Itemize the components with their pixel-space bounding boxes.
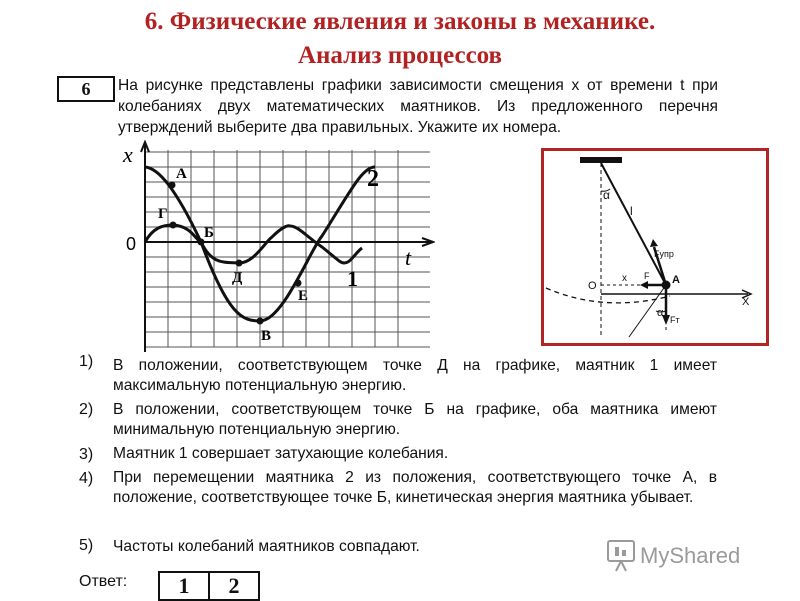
elastic-force-label: Fупр [654, 249, 674, 259]
alpha-top-label: α [603, 188, 610, 202]
answer-cell-1[interactable]: 1 [158, 571, 210, 601]
answer-cells [158, 571, 260, 601]
slide-title-line1: 6. Физические явления и законы в механике. [144, 8, 656, 35]
resultant-force-label: F [644, 271, 650, 281]
suspension-ceiling [580, 157, 622, 163]
point-g-label: Г [158, 206, 168, 222]
length-label: l [630, 204, 633, 218]
option-1-text: В положении, соответствующем точке Д на графике, маятник 1 имеет максимальную потенциальную энергию. [113, 357, 717, 394]
point-a-label: А [176, 166, 187, 182]
origin-o-label: O [588, 280, 597, 292]
curve-2-label: 2 [367, 166, 379, 192]
watermark-text: MyShared [640, 543, 741, 568]
option-1-number: 1) [79, 353, 94, 370]
option-2-text: В положении, соответствующем точке Б на графике, оба маятника имеют минимальную потенциальную энергию. [113, 401, 717, 438]
gravity-force-label: Fт [670, 315, 680, 325]
answer-cell-2[interactable]: 2 [210, 571, 260, 601]
option-3-number: 3) [79, 446, 94, 463]
myshared-watermark [606, 535, 766, 575]
elastic-force-arrowhead [650, 239, 658, 247]
point-a-inset-label: A [672, 274, 680, 286]
alpha-bottom-label: α [657, 307, 664, 319]
option-4-number: 4) [79, 470, 94, 487]
swing-arc [546, 288, 670, 303]
point-a-marker [169, 182, 176, 189]
point-e-label: Е [298, 288, 309, 304]
option-3-text: Маятник 1 совершает затухающие колебания. [113, 445, 449, 462]
answer-label: Ответ: [79, 573, 128, 590]
pendulum-string [601, 163, 666, 285]
task-statement: На рисунке представлены графики зависимости смещения x от времени t при колебаниях двух математических маятников. Из предложенного перечня утверждений выберите два правильных. Укажите их номера. [118, 77, 718, 136]
x-axis-inset-label: X [742, 296, 750, 308]
point-d-marker [236, 260, 243, 267]
y-axis-label: x [123, 142, 133, 167]
point-e-marker [295, 280, 302, 287]
point-v-label: В [261, 328, 272, 344]
option-2-number: 2) [79, 401, 94, 418]
displacement-x-label: x [622, 273, 627, 284]
point-g-marker [170, 222, 177, 229]
point-b-label: Б [204, 225, 214, 241]
slide-title-line2: Анализ процессов [297, 42, 503, 69]
option-4-text: При перемещении маятника 2 из положения, соответствующего точке А, в положение, соответствующее точке Б, кинетическая энергия маятника убывает. [113, 469, 717, 506]
option-5-number: 5) [79, 537, 94, 554]
point-v-marker [257, 318, 264, 325]
pendulum-force-diagram [541, 148, 769, 346]
origin-label: 0 [126, 234, 137, 254]
task-number-box: 6 [57, 76, 115, 102]
graph-grid [145, 150, 430, 347]
presentation-board-icon [608, 541, 634, 571]
x-axis-label: t [405, 245, 412, 270]
point-d-label: Д [232, 270, 243, 286]
displacement-time-graph [100, 140, 435, 352]
resultant-force-arrowhead [640, 281, 648, 289]
option-5-text: Частоты колебаний маятников совпадают. [113, 538, 420, 555]
curve-1-label: 1 [347, 266, 358, 291]
